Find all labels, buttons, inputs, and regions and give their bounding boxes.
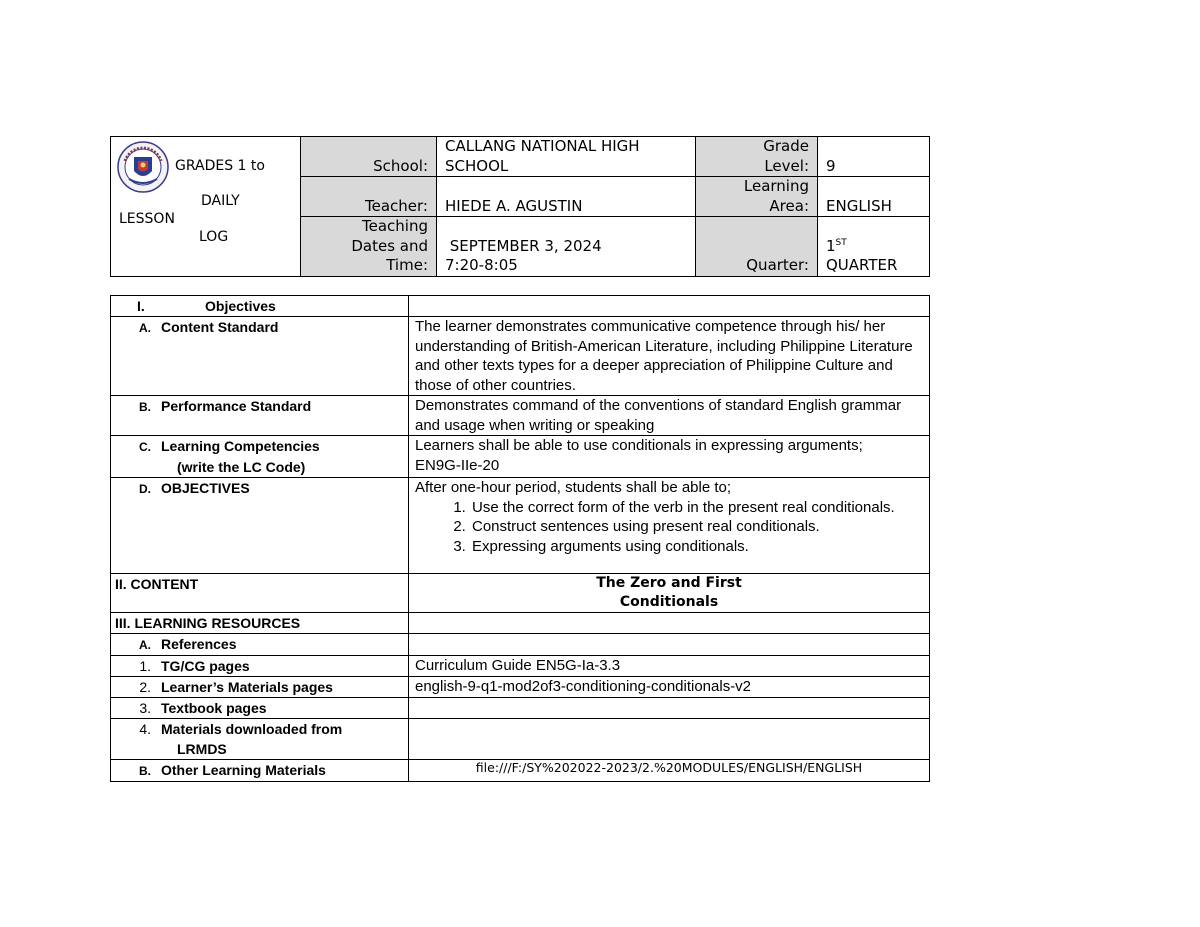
objectives-heading: I. Objectives — [111, 296, 409, 317]
title-cell — [111, 137, 301, 277]
school-value: CALLANG NATIONAL HIGH SCHOOL — [437, 137, 696, 177]
table-row — [111, 436, 930, 478]
lrmds-label: 4. Materials downloaded from LRMDS — [111, 719, 409, 760]
tg-cg-text: Curriculum Guide EN5G-Ia-3.3 — [409, 656, 930, 677]
learning-area-value: ENGLISH — [818, 177, 930, 217]
textbook-text — [409, 698, 930, 719]
quarter-value: 1ST QUARTER — [818, 217, 930, 277]
objectives-d-label: D. OBJECTIVES — [111, 478, 409, 574]
performance-standard-label: B. Performance Standard — [111, 396, 409, 436]
deped-seal-icon — [117, 141, 169, 193]
other-materials-link[interactable]: file:///F:/SY%202022-2023/2.%20MODULES/ENGLISH/ENGLISH — [409, 760, 930, 782]
table-row — [111, 296, 930, 317]
learning-area-label: Learning Area: — [696, 177, 818, 217]
table-row — [111, 634, 930, 656]
performance-standard-text: Demonstrates command of the conventions of standard English grammar and usage when writing or speaking — [409, 396, 930, 436]
table-row — [111, 478, 930, 574]
teaching-dates-value: SEPTEMBER 3, 2024 7:20-8:05 — [437, 217, 696, 277]
table-row — [111, 698, 930, 719]
title-line-3: LESSON — [119, 211, 175, 227]
lrmds-text — [409, 719, 930, 760]
learning-resources-label: III. LEARNING RESOURCES — [111, 613, 409, 634]
learners-materials-text: english-9-q1-mod2of3-conditioning-conditionals-v2 — [409, 677, 930, 698]
learning-competencies-label: C. Learning Competencies (write the LC Code) — [111, 436, 409, 478]
table-row — [111, 656, 930, 677]
grade-level-label: Grade Level: — [696, 137, 818, 177]
school-label: School: — [301, 137, 437, 177]
title-line-2: DAILY — [201, 193, 240, 209]
title-line-1: GRADES 1 to — [175, 158, 265, 174]
other-materials-label: B. Other Learning Materials — [111, 760, 409, 782]
content-text: The Zero and First Conditionals — [409, 574, 930, 613]
textbook-label: 3. Textbook pages — [111, 698, 409, 719]
learning-competencies-text: Learners shall be able to use conditionals in expressing arguments; EN9G-IIe-20 — [409, 436, 930, 478]
header-table — [110, 136, 930, 277]
table-row — [111, 760, 930, 782]
table-row — [111, 396, 930, 436]
objectives-d-text — [409, 478, 930, 574]
list-item: 1. Use the correct form of the verb in the present real conditionals. — [470, 498, 923, 518]
teacher-label: Teacher: — [301, 177, 437, 217]
quarter-label: Quarter: — [696, 217, 818, 277]
references-label: A. References — [111, 634, 409, 656]
objectives-intro: After one-hour period, students shall be able to; — [415, 479, 732, 496]
content-standard-text: The learner demonstrates communicative competence through his/ her understanding of British-American Literature, including Philippine Literature and other texts types for a deeper appreciation of Philippine Culture and those of other countries. — [409, 317, 930, 396]
table-row — [111, 574, 930, 613]
table-row — [111, 317, 930, 396]
learners-materials-label: 2. Learner’s Materials pages — [111, 677, 409, 698]
grade-level-value: 9 — [818, 137, 930, 177]
content-label: II. CONTENT — [111, 574, 409, 613]
tg-cg-label: 1. TG/CG pages — [111, 656, 409, 677]
objectives-list — [415, 498, 923, 557]
lesson-plan-table — [110, 295, 930, 782]
list-item: 3. Expressing arguments using conditionals. — [470, 537, 923, 557]
list-item: 2. Construct sentences using present real conditionals. — [470, 517, 923, 537]
table-row — [111, 613, 930, 634]
table-row — [111, 719, 930, 760]
teaching-dates-label: Teaching Dates and Time: — [301, 217, 437, 277]
title-line-4: LOG — [199, 229, 229, 245]
teacher-value: HIEDE A. AGUSTIN — [437, 177, 696, 217]
content-standard-label: A. Content Standard — [111, 317, 409, 396]
table-row — [111, 677, 930, 698]
